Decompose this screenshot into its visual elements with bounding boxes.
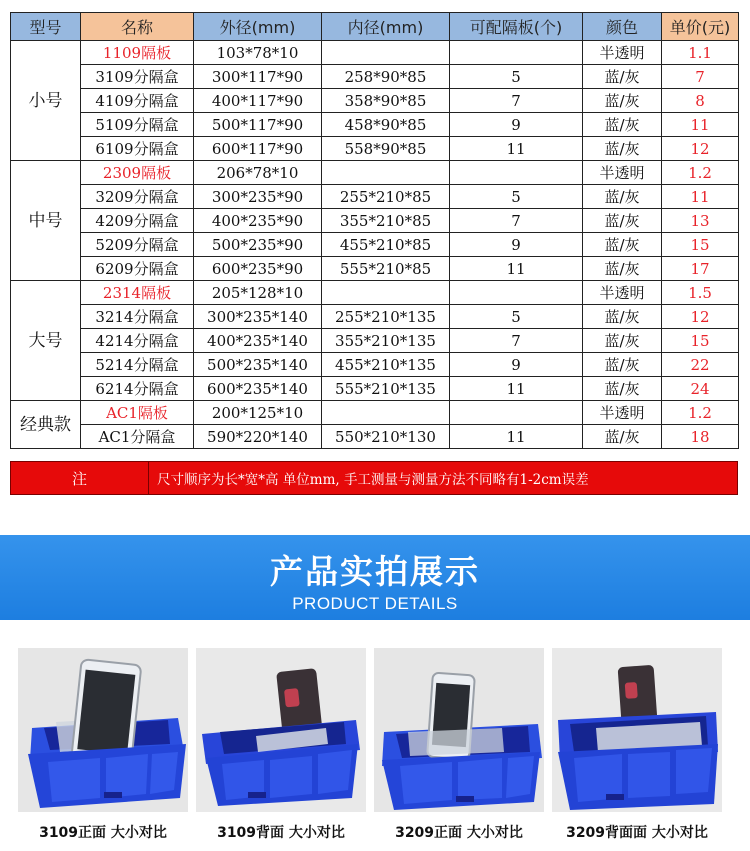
inner-size-cell: 255*210*135 (322, 305, 450, 329)
product-name-cell: 3109分隔盒 (81, 65, 194, 89)
price-cell: 22 (662, 353, 739, 377)
photo-caption-2: 3109背面 大小对比 (217, 825, 345, 841)
inner-size-cell (322, 41, 450, 65)
section-banner (0, 535, 750, 620)
divider-count-cell (450, 281, 583, 305)
outer-size-cell: 400*117*90 (194, 89, 322, 113)
color-cell: 蓝/灰 (583, 113, 662, 137)
color-cell: 蓝/灰 (583, 377, 662, 401)
product-photo-3209-back (552, 648, 722, 812)
price-cell: 1.1 (662, 41, 739, 65)
product-name-cell: 3214分隔盒 (81, 305, 194, 329)
product-name-cell: 3209分隔盒 (81, 185, 194, 209)
divider-count-cell: 7 (450, 329, 583, 353)
outer-size-cell: 103*78*10 (194, 41, 322, 65)
price-cell: 18 (662, 425, 739, 449)
table-row (11, 233, 739, 257)
inner-size-cell: 455*210*135 (322, 353, 450, 377)
divider-count-cell: 9 (450, 113, 583, 137)
note-bar (10, 461, 738, 495)
header-inner: 内径(mm) (322, 13, 450, 41)
inner-size-cell: 258*90*85 (322, 65, 450, 89)
banner-subtitle: PRODUCT DETAILS (292, 594, 458, 613)
divider-count-cell: 9 (450, 233, 583, 257)
inner-size-cell: 355*210*135 (322, 329, 450, 353)
photo-caption-1: 3109正面 大小对比 (39, 825, 167, 841)
color-cell: 半透明 (583, 401, 662, 425)
product-name-cell: AC1分隔盒 (81, 425, 194, 449)
outer-size-cell: 600*117*90 (194, 137, 322, 161)
product-name-cell: 1109隔板 (81, 41, 194, 65)
product-name-cell: 4109分隔盒 (81, 89, 194, 113)
header-outer: 外径(mm) (194, 13, 322, 41)
table-row (11, 41, 739, 65)
model-group-cell: 大号 (11, 281, 81, 401)
price-cell: 24 (662, 377, 739, 401)
table-row (11, 185, 739, 209)
color-cell: 蓝/灰 (583, 137, 662, 161)
color-cell: 半透明 (583, 161, 662, 185)
bin-back-illustration (196, 648, 366, 812)
outer-size-cell: 500*117*90 (194, 113, 322, 137)
color-cell: 蓝/灰 (583, 305, 662, 329)
inner-size-cell: 255*210*85 (322, 185, 450, 209)
table-row (11, 281, 739, 305)
inner-size-cell: 455*210*85 (322, 233, 450, 257)
color-cell: 蓝/灰 (583, 89, 662, 113)
divider-count-cell (450, 161, 583, 185)
product-name-cell: AC1隔板 (81, 401, 194, 425)
product-photo-3109-front (18, 648, 188, 812)
outer-size-cell: 205*128*10 (194, 281, 322, 305)
table-row (11, 377, 739, 401)
bin-front-illustration (374, 648, 544, 812)
divider-count-cell: 11 (450, 425, 583, 449)
header-name: 名称 (81, 13, 194, 41)
table-row (11, 257, 739, 281)
outer-size-cell: 206*78*10 (194, 161, 322, 185)
outer-size-cell: 200*125*10 (194, 401, 322, 425)
product-name-cell: 4209分隔盒 (81, 209, 194, 233)
table-row (11, 209, 739, 233)
table-row (11, 65, 739, 89)
outer-size-cell: 600*235*140 (194, 377, 322, 401)
outer-size-cell: 500*235*90 (194, 233, 322, 257)
price-cell: 13 (662, 209, 739, 233)
inner-size-cell: 555*210*135 (322, 377, 450, 401)
price-cell: 15 (662, 233, 739, 257)
model-group-cell: 小号 (11, 41, 81, 161)
inner-size-cell: 555*210*85 (322, 257, 450, 281)
inner-size-cell: 355*210*85 (322, 209, 450, 233)
price-cell: 1.2 (662, 161, 739, 185)
photo-caption-4: 3209背面面 大小对比 (566, 825, 708, 841)
price-cell: 1.5 (662, 281, 739, 305)
product-name-cell: 2309隔板 (81, 161, 194, 185)
color-cell: 蓝/灰 (583, 425, 662, 449)
table-row (11, 425, 739, 449)
table-body (11, 41, 739, 449)
divider-count-cell: 9 (450, 353, 583, 377)
header-dividers: 可配隔板(个) (450, 13, 583, 41)
model-group-cell: 经典款 (11, 401, 81, 449)
outer-size-cell: 500*235*140 (194, 353, 322, 377)
price-cell: 8 (662, 89, 739, 113)
price-cell: 12 (662, 137, 739, 161)
note-text: 尺寸顺序为长*宽*高 单位mm, 手工测量与测量方法不同略有1-2cm误差 (157, 472, 589, 488)
price-cell: 1.2 (662, 401, 739, 425)
product-name-cell: 6109分隔盒 (81, 137, 194, 161)
table-row (11, 89, 739, 113)
header-color: 颜色 (583, 13, 662, 41)
divider-count-cell: 11 (450, 257, 583, 281)
color-cell: 蓝/灰 (583, 65, 662, 89)
color-cell: 半透明 (583, 41, 662, 65)
bin-back-illustration (552, 648, 722, 812)
inner-size-cell (322, 401, 450, 425)
color-cell: 蓝/灰 (583, 185, 662, 209)
product-name-cell: 5109分隔盒 (81, 113, 194, 137)
outer-size-cell: 600*235*90 (194, 257, 322, 281)
outer-size-cell: 300*235*140 (194, 305, 322, 329)
product-name-cell: 5209分隔盒 (81, 233, 194, 257)
product-name-cell: 4214分隔盒 (81, 329, 194, 353)
divider-count-cell: 7 (450, 209, 583, 233)
table-row (11, 137, 739, 161)
product-photo-3109-back (196, 648, 366, 812)
product-name-cell: 6209分隔盒 (81, 257, 194, 281)
price-cell: 17 (662, 257, 739, 281)
inner-size-cell (322, 161, 450, 185)
divider-count-cell: 11 (450, 137, 583, 161)
color-cell: 蓝/灰 (583, 233, 662, 257)
divider-count-cell (450, 401, 583, 425)
table-header-row (11, 13, 739, 41)
outer-size-cell: 400*235*90 (194, 209, 322, 233)
price-cell: 7 (662, 65, 739, 89)
divider-count-cell: 7 (450, 89, 583, 113)
color-cell: 蓝/灰 (583, 353, 662, 377)
bin-front-illustration (18, 648, 188, 812)
outer-size-cell: 300*117*90 (194, 65, 322, 89)
table-row (11, 401, 739, 425)
photo-caption-3: 3209正面 大小对比 (395, 825, 523, 841)
color-cell: 蓝/灰 (583, 257, 662, 281)
product-name-cell: 5214分隔盒 (81, 353, 194, 377)
inner-size-cell: 458*90*85 (322, 113, 450, 137)
model-group-cell: 中号 (11, 161, 81, 281)
table-row (11, 329, 739, 353)
table-row (11, 353, 739, 377)
banner-title: 产品实拍展示 (270, 552, 480, 591)
inner-size-cell (322, 281, 450, 305)
divider-count-cell (450, 41, 583, 65)
product-name-cell: 2314隔板 (81, 281, 194, 305)
outer-size-cell: 590*220*140 (194, 425, 322, 449)
divider-count-cell: 11 (450, 377, 583, 401)
color-cell: 半透明 (583, 281, 662, 305)
divider-count-cell: 5 (450, 65, 583, 89)
product-photo-3209-front (374, 648, 544, 812)
product-name-cell: 6214分隔盒 (81, 377, 194, 401)
divider-count-cell: 5 (450, 185, 583, 209)
price-cell: 11 (662, 113, 739, 137)
inner-size-cell: 550*210*130 (322, 425, 450, 449)
inner-size-cell: 558*90*85 (322, 137, 450, 161)
table-row (11, 305, 739, 329)
price-cell: 11 (662, 185, 739, 209)
header-price: 单价(元) (662, 13, 739, 41)
table-row (11, 113, 739, 137)
outer-size-cell: 300*235*90 (194, 185, 322, 209)
header-model: 型号 (11, 13, 81, 41)
outer-size-cell: 400*235*140 (194, 329, 322, 353)
spec-table (10, 12, 739, 449)
note-label: 注 (11, 462, 149, 494)
table-row (11, 161, 739, 185)
divider-count-cell: 5 (450, 305, 583, 329)
price-cell: 15 (662, 329, 739, 353)
color-cell: 蓝/灰 (583, 329, 662, 353)
color-cell: 蓝/灰 (583, 209, 662, 233)
price-cell: 12 (662, 305, 739, 329)
inner-size-cell: 358*90*85 (322, 89, 450, 113)
